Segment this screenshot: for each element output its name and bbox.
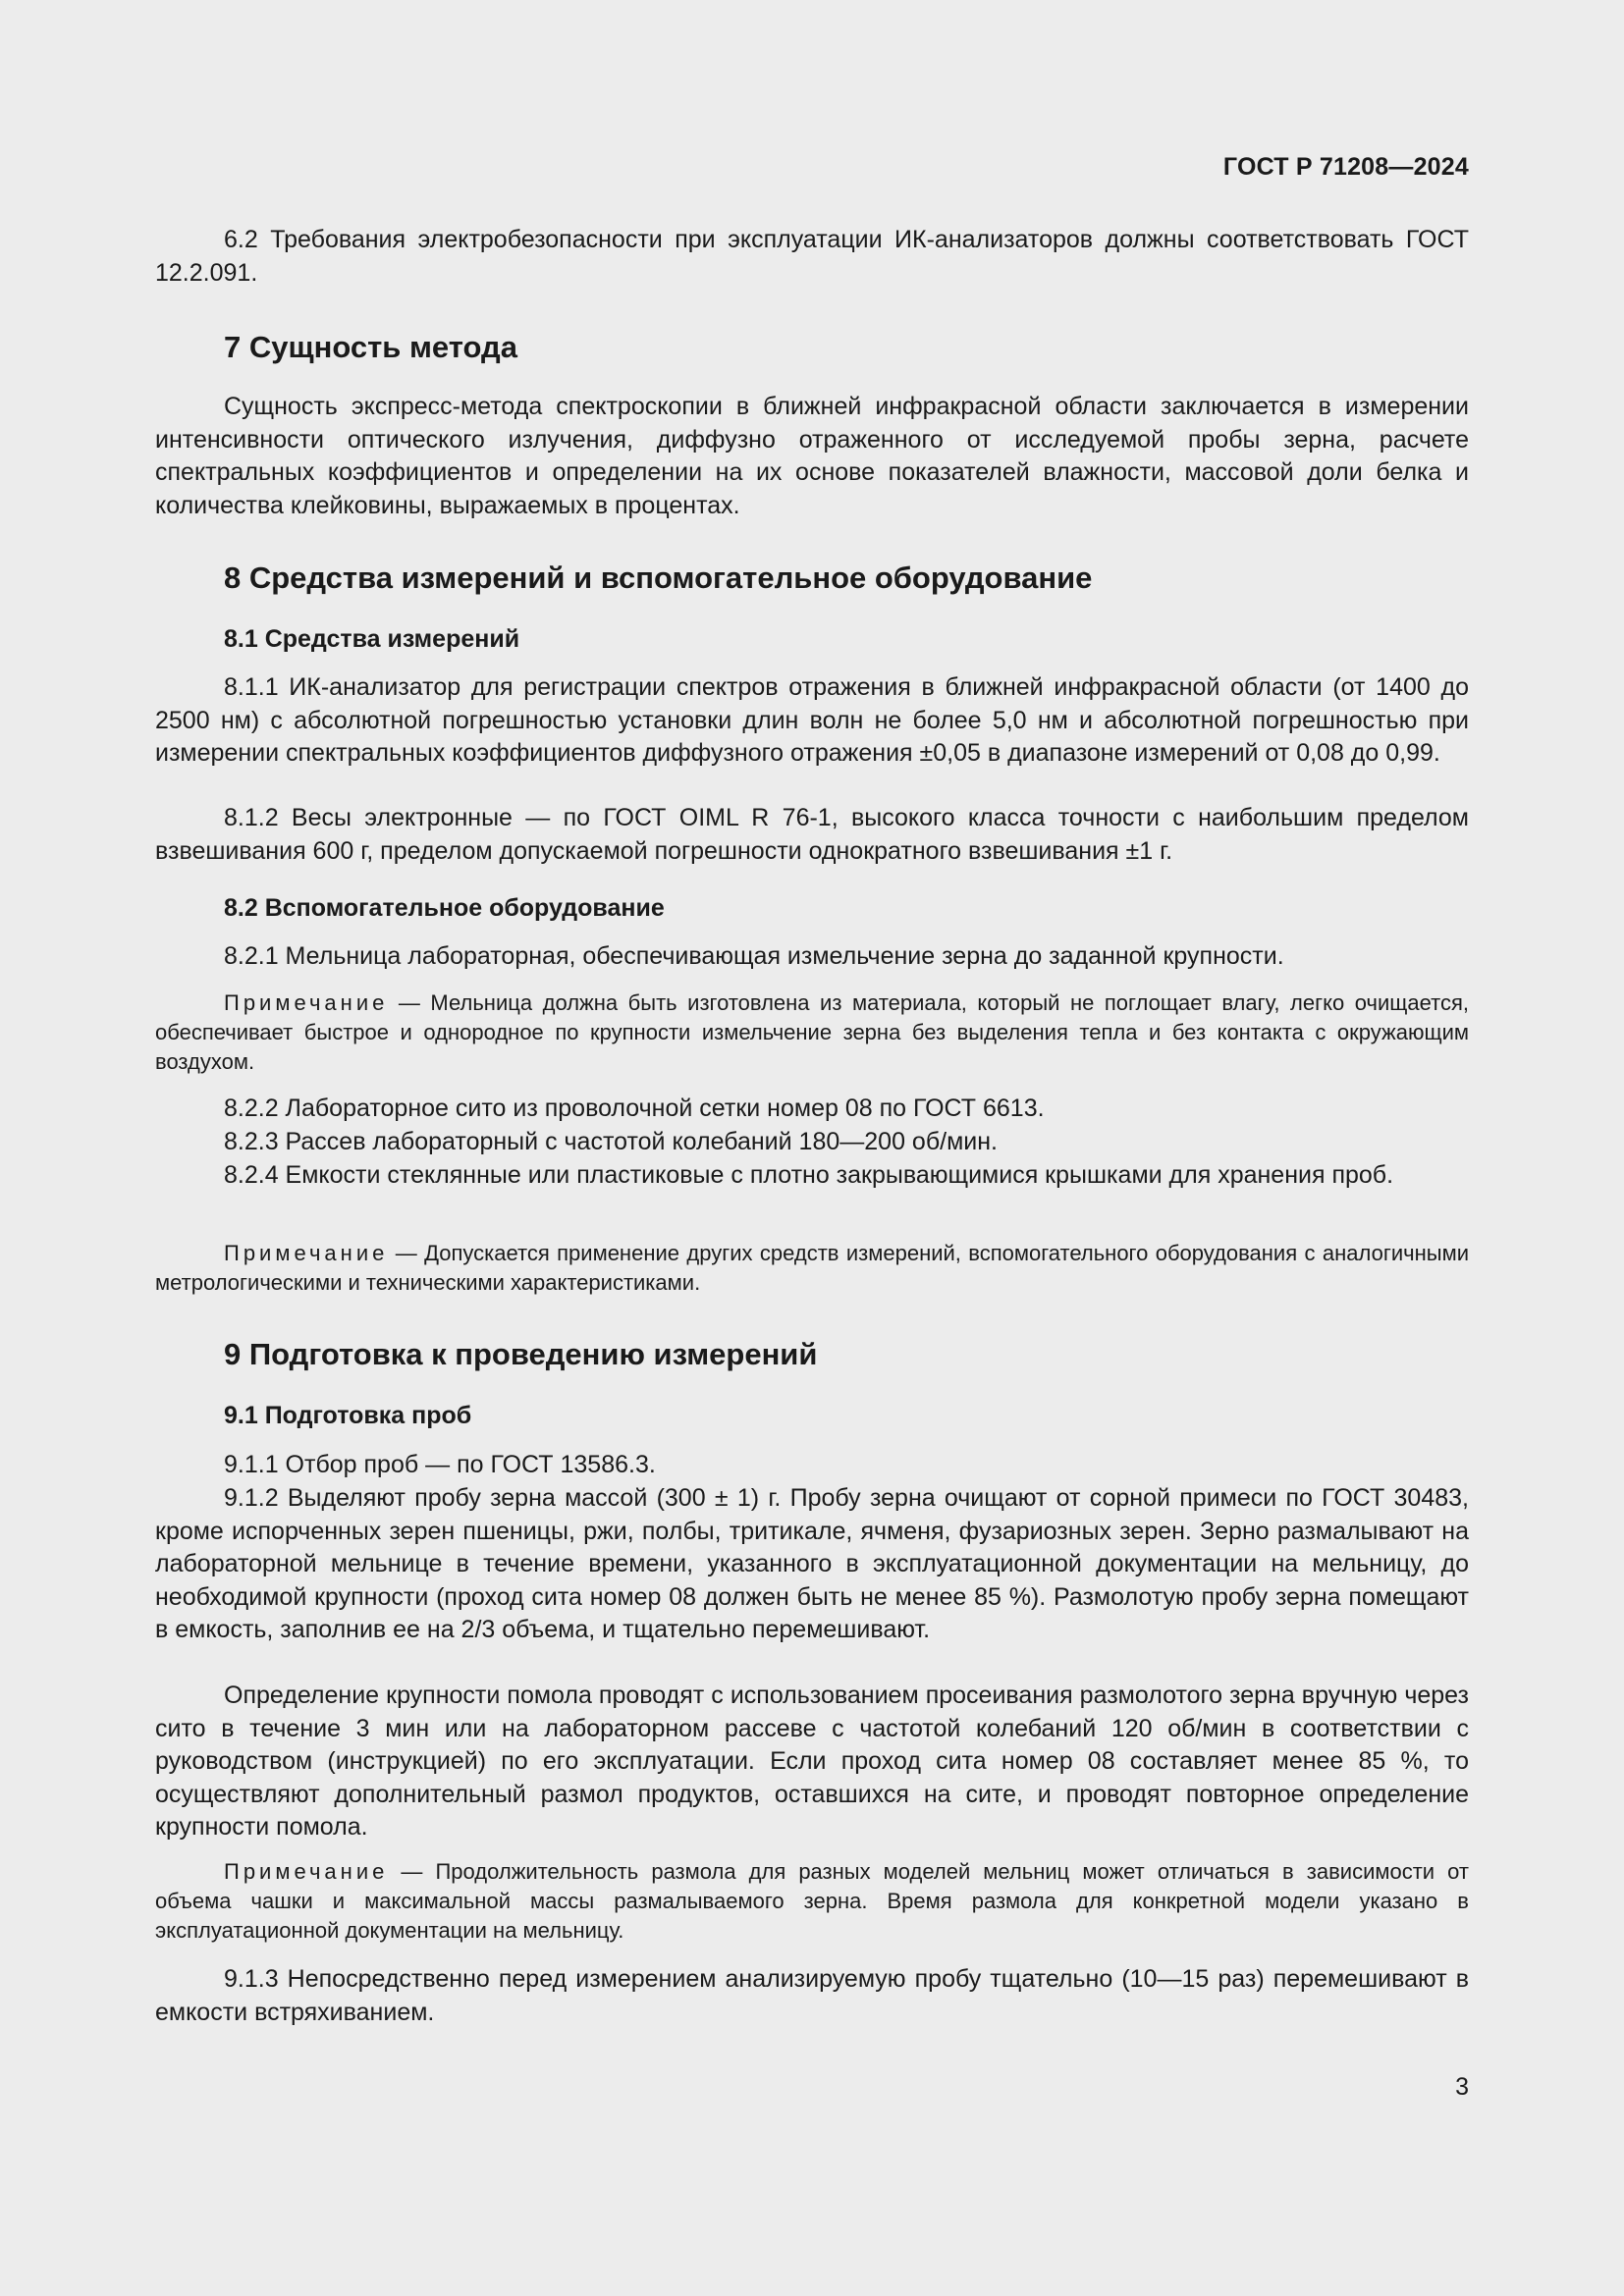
section-heading: 7 Сущность метода	[224, 330, 517, 364]
note-label: Примечание	[224, 990, 389, 1015]
paragraph: 9.1.3 Непосредственно перед измерением анализируемую пробу тщательно (10—15 раз) перемешивают в емкости встряхиванием.	[155, 1965, 1469, 2026]
paragraph: 8.1.1 ИК-анализатор для регистрации спектров отражения в ближней инфракрасной области (от 1400 до 2500 нм) с абсолютной погрешностью установки длин волн не более 5,0 нм и абсолютной погрешностью при измерении спектральных коэффициентов диффузного отражения ±0,05 в диапазоне измерений от 0,08 до 0,99.	[155, 673, 1469, 767]
note-paragraph	[155, 1857, 1469, 1946]
subsection-heading: 9.1 Подготовка проб	[224, 1402, 472, 1429]
paragraph: Определение крупности помола проводят с использованием просеивания размолотого зерна вручную через сито в течение 3 мин или на лабораторном рассеве с частотой колебаний 120 об/мин в соответствии с руководством (инструкцией) по его эксплуатации. Если проход сита номер 08 составляет менее 85 %, то осуществляют дополнительный размол продуктов, оставшихся на сите, и проводят повторное определение крупности помола.	[155, 1682, 1469, 1841]
note-text: — Продолжительность размола для разных моделей мельниц может отличаться в зависимости от объема чашки и максимальной массы размалываемого зерна. Время размола для конкретной модели указано в эксплуатационной документации на мельницу.	[155, 1859, 1469, 1943]
paragraph: 8.2.3 Рассев лабораторный с частотой колебаний 180—200 об/мин.	[224, 1128, 999, 1155]
paragraph: 8.2.2 Лабораторное сито из проволочной сетки номер 08 по ГОСТ 6613.	[224, 1095, 1045, 1122]
subsection-heading: 8.1 Средства измерений	[224, 625, 520, 653]
paragraph: Сущность экспресс-метода спектроскопии в ближней инфракрасной области заключается в измерении интенсивности оптического излучения, диффузно отраженного от исследуемой пробы зерна, расчете спектральных коэффициентов и определении на их основе показателей влажности, массовой доли белка и количества клейковины, выражаемых в процентах.	[155, 393, 1469, 519]
paragraph: 8.1.2 Весы электронные — по ГОСТ OIML R 76-1, высокого класса точности с наибольшим пределом взвешивания 600 г, пределом допускаемой погрешности однократного взвешивания ±1 г.	[155, 804, 1469, 865]
paragraph: 8.2.4 Емкости стеклянные или пластиковые с плотно закрывающимися крышками для хранения проб.	[224, 1161, 1394, 1189]
paragraph: 9.1.1 Отбор проб — по ГОСТ 13586.3.	[224, 1451, 656, 1478]
note-paragraph	[155, 988, 1469, 1077]
section-heading: 9 Подготовка к проведению измерений	[224, 1337, 818, 1371]
note-text: — Допускается применение других средств измерений, вспомогательного оборудования с аналогичными метрологическими и техническими характеристиками.	[155, 1241, 1469, 1295]
paragraph: 9.1.2 Выделяют пробу зерна массой (300 ± 1) г. Пробу зерна очищают от сорной примеси по ГОСТ 30483, кроме испорченных зерен пшеницы, ржи, полбы, тритикале, ячменя, фузариозных зерен. Зерно размалывают на лабораторной мельнице в течение времени, указанного в эксплуатационной документации на мельницу, до необходимой крупности (проход сита номер 08 должен быть не менее 85 %). Размолотую пробу зерна помещают в емкость, заполнив ее на 2/3 объема, и тщательно перемешивают.	[155, 1484, 1469, 1643]
note-label: Примечание	[224, 1859, 389, 1884]
page-number: 3	[1455, 2073, 1469, 2101]
note-text: — Мельница должна быть изготовлена из материала, который не поглощает влагу, легко очищается, обеспечивает быстрое и однородное по крупности измельчение зерна без выделения тепла и без контакта с окружающим воздухом.	[155, 990, 1469, 1074]
paragraph: 6.2 Требования электробезопасности при эксплуатации ИК-анализаторов должны соответствовать ГОСТ 12.2.091.	[155, 226, 1469, 287]
section-heading: 8 Средства измерений и вспомогательное оборудование	[224, 561, 1093, 595]
subsection-heading: 8.2 Вспомогательное оборудование	[224, 894, 665, 922]
paragraph: 8.2.1 Мельница лабораторная, обеспечивающая измельчение зерна до заданной крупности.	[224, 942, 1284, 970]
note-label: Примечание	[224, 1241, 389, 1265]
document-header: ГОСТ Р 71208—2024	[1222, 153, 1469, 181]
note-paragraph	[155, 1239, 1469, 1298]
